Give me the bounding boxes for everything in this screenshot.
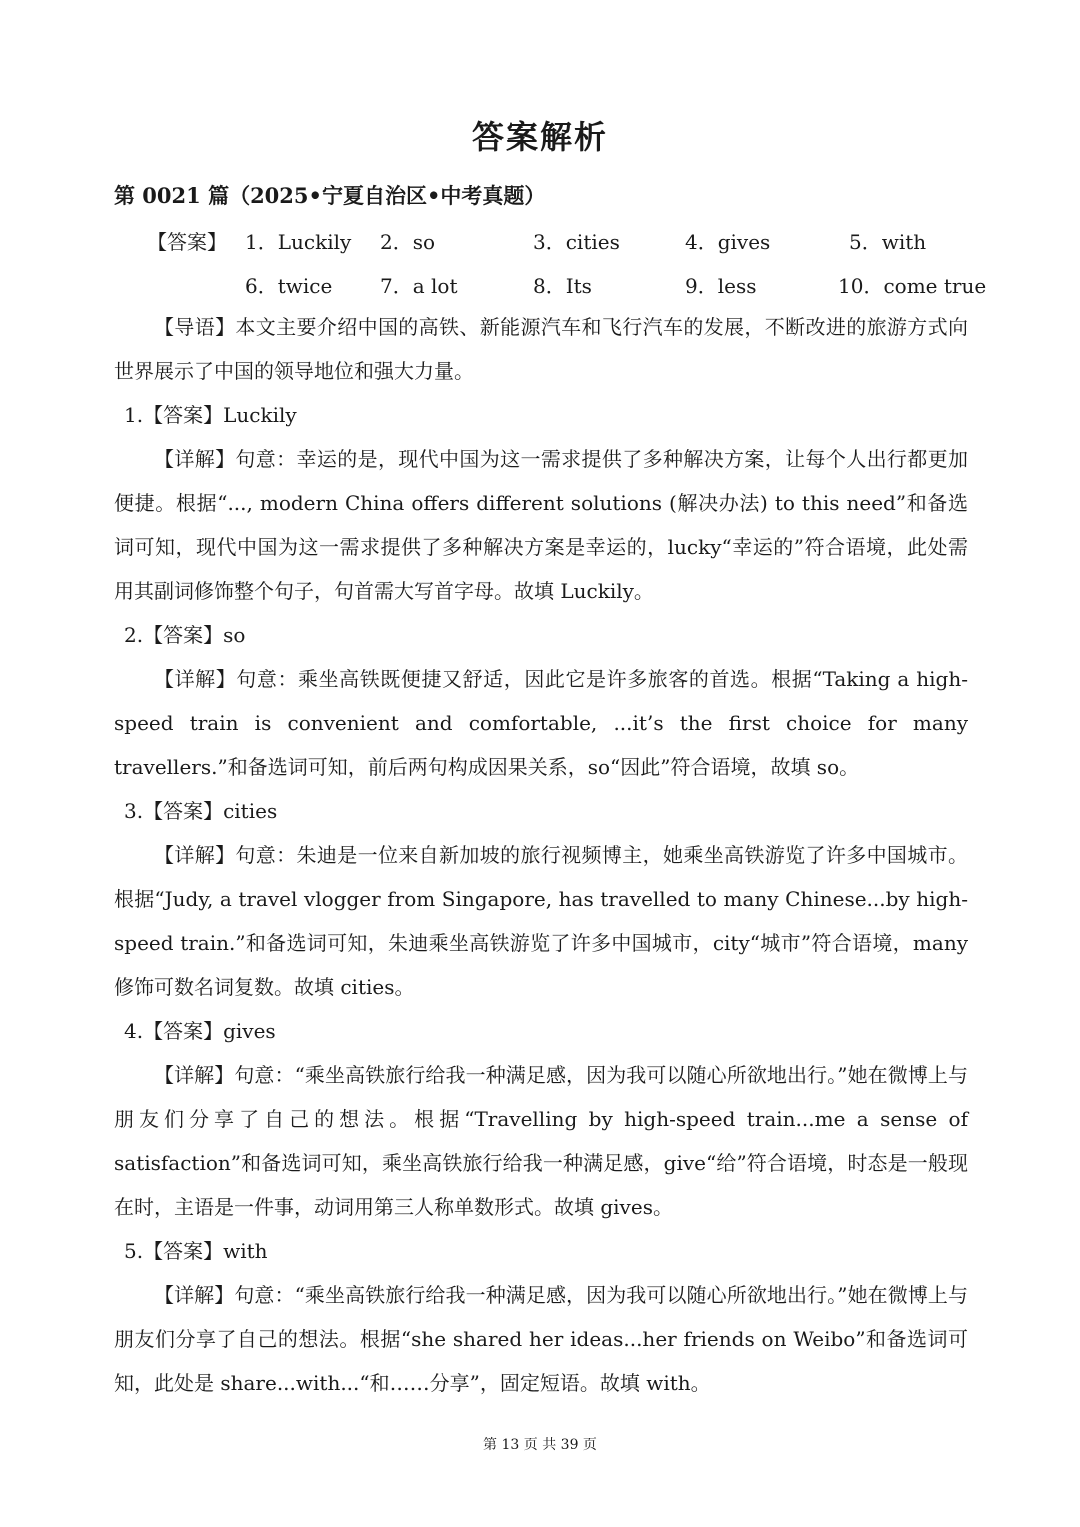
answer-item: 8．Its xyxy=(533,274,592,298)
answer-item: 7．a lot xyxy=(380,274,458,298)
guide-paragraph: 【导语】本文主要介绍中国的高铁、新能源汽车和飞行汽车的发展，不断改进的旅游方式向世界展示了中国的领导地位和强大力量。 xyxy=(114,315,968,383)
question-4-detail: 【详解】句意：“乘坐高铁旅行给我一种满足感，因为我可以随心所欲地出行。”她在微博上与朋友们分享了自己的想法。根据“Travelling by high-speed train...me a sense of satisfaction”和备选词可知，乘坐高铁旅行给我一种满足感，give“给”符合语境，时态是一般现在时，主语是一件事，动词用第三人称单数形式。故填 gives。 xyxy=(114,1063,968,1219)
question-5-detail: 【详解】句意：“乘坐高铁旅行给我一种满足感，因为我可以随心所欲地出行。”她在微博上与朋友们分享了自己的想法。根据“she shared her ideas...her friends on Weibo”和备选词可知，此处是 share...with...“和……分享”，固定短语。故填 with。 xyxy=(114,1283,968,1395)
answer-key-label: 【答案】 xyxy=(147,230,227,254)
question-3-detail: 【详解】句意：朱迪是一位来自新加坡的旅行视频博主，她乘坐高铁游览了许多中国城市。根据“Judy, a travel vlogger from Singapore, has travelled to many Chinese...by high-speed train.”和备选词可知，朱迪乘坐高铁游览了许多中国城市，city“城市”符合语境，many 修饰可数名词复数。故填 cities。 xyxy=(114,843,968,999)
answer-item: 3．cities xyxy=(533,230,620,254)
question-2-detail: 【详解】句意：乘坐高铁既便捷又舒适，因此它是许多旅客的首选。根据“Taking a high-speed train is convenient and comfortable, ...it’s the first choice for many travellers.”和备选词可知，前后两句构成因果关系，so“因此”符合语境，故填 so。 xyxy=(114,667,968,779)
page-title: 答案解析 xyxy=(471,118,608,156)
page-footer: 第 13 页 共 39 页 xyxy=(483,1437,597,1453)
question-5-answer: 5.【答案】with xyxy=(124,1239,268,1263)
answer-item: 6．twice xyxy=(245,274,333,298)
explanation-body xyxy=(114,305,968,1405)
answer-item: 2．so xyxy=(380,230,436,254)
question-4-answer: 4.【答案】gives xyxy=(124,1019,276,1043)
passage-heading: 第 0021 篇（2025•宁夏自治区•中考真题） xyxy=(114,183,546,208)
answer-item: 9．less xyxy=(685,274,757,298)
question-1-answer: 1.【答案】Luckily xyxy=(124,403,297,427)
answer-item: 1．Luckily xyxy=(245,230,352,254)
answer-item: 5．with xyxy=(849,230,927,254)
question-1-detail: 【详解】句意：幸运的是，现代中国为这一需求提供了多种解决方案，让每个人出行都更加便捷。根据“..., modern China offers different solutions (解决办法) to this need”和备选词可知，现代中国为这一需求提供了多种解决方案是幸运的，lucky“幸运的”符合语境，此处需用其副词修饰整个句子，句首需大写首字母。故填 Luckily。 xyxy=(114,447,968,603)
answer-item: 4．gives xyxy=(685,230,771,254)
question-3-answer: 3.【答案】cities xyxy=(124,799,278,823)
answer-item: 10．come true xyxy=(838,274,987,298)
question-2-answer: 2.【答案】so xyxy=(124,623,246,647)
